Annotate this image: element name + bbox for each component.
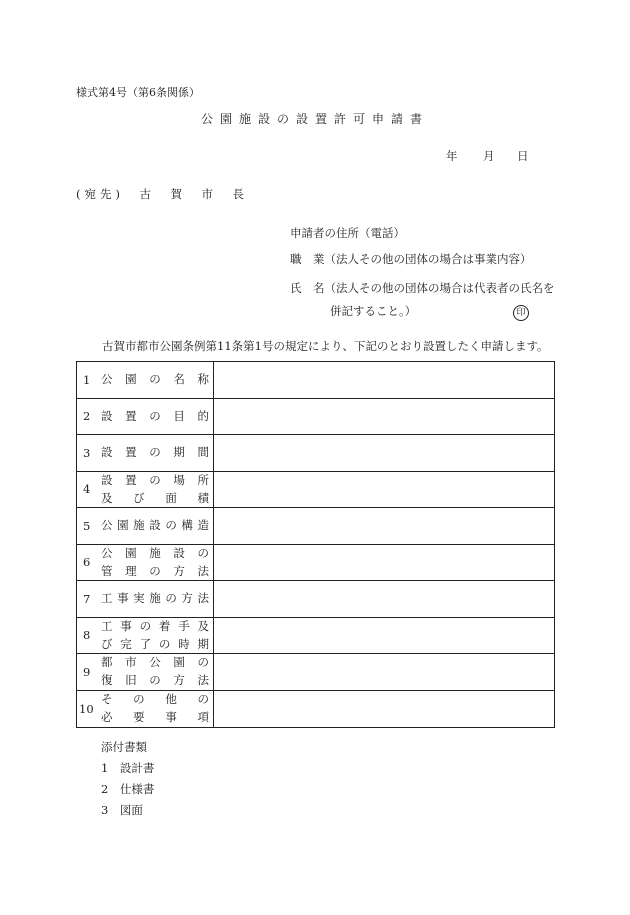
row-number: 8 [83, 628, 91, 643]
row-value-field[interactable] [213, 508, 554, 544]
row-value-field[interactable] [213, 545, 554, 581]
row-label-line: 工事実施の方法 [101, 591, 209, 606]
row-label [101, 618, 209, 654]
applicant-occupation: 職 業（法人その他の団体の場合は事業内容） [290, 252, 532, 266]
row-label-line: 復旧の方法 [101, 673, 209, 688]
row-label-line: 工事の着手及 [101, 618, 209, 633]
row-number: 1 [83, 372, 91, 387]
row-label-line: 都市公園の [101, 655, 209, 670]
table-row [77, 362, 554, 399]
seal-mark: 印 [513, 305, 529, 321]
row-value-field[interactable] [213, 581, 554, 617]
row-value-field[interactable] [213, 399, 554, 435]
applicant-name-note: 併記すること。） [330, 304, 417, 318]
row-value-field[interactable] [213, 654, 554, 690]
row-label-line: び完了の時期 [101, 636, 209, 651]
row-label [101, 654, 209, 690]
row-label [101, 691, 209, 728]
row-label-line: 必要事項 [101, 710, 209, 725]
applicant-address: 申請者の住所（電話） [290, 226, 405, 240]
row-label-line: 公園施設の [101, 545, 209, 560]
row-label [101, 545, 209, 581]
form-number: 様式第4号（第6条関係） [76, 86, 200, 99]
table-row [77, 508, 554, 545]
table-row [77, 545, 554, 582]
row-number: 10 [79, 701, 94, 716]
table-row [77, 691, 554, 728]
row-label [101, 435, 209, 471]
row-number: 3 [83, 445, 91, 460]
row-number: 9 [83, 664, 91, 679]
row-value-field[interactable] [213, 435, 554, 471]
row-label-line: 公園の名称 [101, 372, 209, 387]
attachment-item: 1 設計書 [101, 761, 155, 775]
table-row [77, 581, 554, 618]
application-table [76, 361, 555, 728]
row-label-line: 管理の方法 [101, 563, 209, 578]
row-label [101, 362, 209, 398]
attachments-title: 添付書類 [101, 740, 147, 754]
row-label-line: 公園施設の構造 [101, 518, 209, 533]
row-label-line: 設置の場所 [101, 472, 209, 487]
row-number: 5 [83, 518, 91, 533]
table-row [77, 654, 554, 691]
row-label [101, 581, 209, 617]
date-year: 年 [446, 149, 458, 163]
row-value-field[interactable] [213, 691, 554, 728]
row-label-line: 及び面積 [101, 490, 209, 505]
row-value-field[interactable] [213, 618, 554, 654]
applicant-name: 氏 名（法人その他の団体の場合は代表者の氏名を [290, 281, 555, 295]
row-label-line: 設置の期間 [101, 445, 209, 460]
row-number: 2 [83, 409, 91, 424]
table-row [77, 435, 554, 472]
row-label [101, 399, 209, 435]
row-number: 7 [83, 591, 91, 606]
row-label [101, 472, 209, 508]
table-row [77, 399, 554, 436]
table-row [77, 472, 554, 509]
addressee: (宛先) 古 賀 市 長 [76, 187, 248, 201]
date-day: 日 [517, 149, 529, 163]
row-label-line: 設置の目的 [101, 408, 209, 423]
date-month: 月 [483, 149, 495, 163]
row-label [101, 508, 209, 544]
table-row [77, 618, 554, 655]
page-title: 公園施設の設置許可申請書 [200, 112, 429, 126]
row-value-field[interactable] [213, 472, 554, 508]
attachment-item: 2 仕様書 [101, 782, 155, 796]
intro-text: 古賀市都市公園条例第11条第1号の規定により、下記のとおり設置したく申請します。 [102, 339, 549, 353]
row-label-line: その他の [101, 692, 209, 707]
attachment-item: 3 図面 [101, 803, 143, 817]
row-number: 4 [83, 482, 91, 497]
row-number: 6 [83, 555, 91, 570]
row-value-field[interactable] [213, 362, 554, 398]
